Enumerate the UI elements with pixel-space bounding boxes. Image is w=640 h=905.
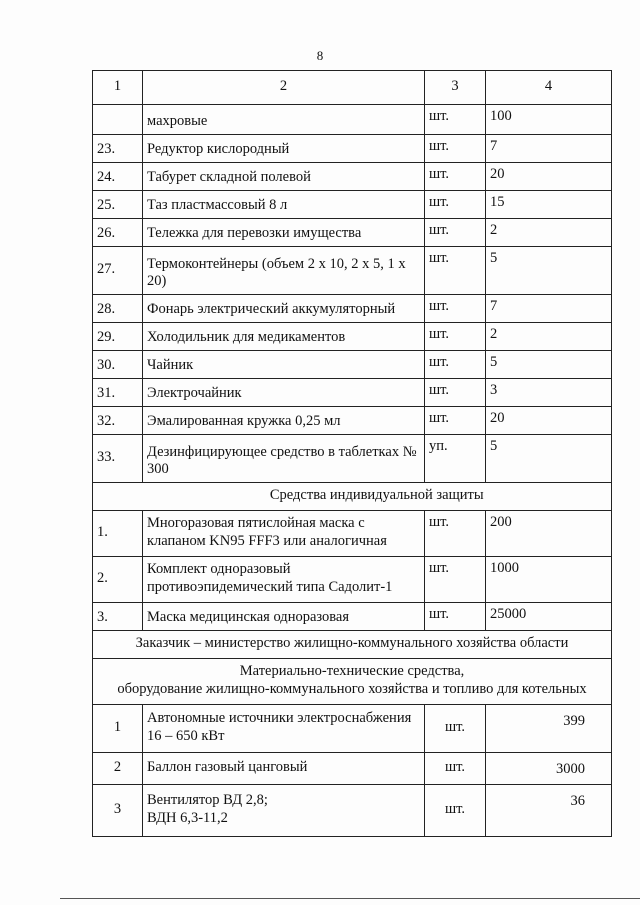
item-quantity: 2 [486,219,612,247]
item-name: Чайник [143,351,425,379]
table-row [93,135,612,163]
section-title-ppe: Средства индивидуальной защиты [143,483,612,511]
item-quantity: 20 [486,407,612,435]
table-row [93,105,612,135]
row-number: 23. [93,135,143,163]
table-row [93,511,612,557]
item-name: Многоразовая пятислойная маска с клапаном KN95 FFF3 или аналогичная [143,511,425,557]
row-number: 29. [93,323,143,351]
section-spacer [93,483,143,511]
item-quantity: 5 [486,247,612,295]
row-number: 26. [93,219,143,247]
header-col-2: 2 [143,71,425,105]
item-name: Эмалированная кружка 0,25 мл [143,407,425,435]
inventory-table [92,70,612,837]
customer-line: Заказчик – министерство жилищно-коммунального хозяйства области [93,631,612,659]
section-title-material-line-2: оборудование жилищно-коммунального хозяйства и топливо для котельных [117,681,587,697]
item-unit: шт. [425,295,486,323]
row-number: 31. [93,379,143,407]
item-name: Дезинфицирующее средство в таблетках № 300 [143,435,425,483]
item-name: Электрочайник [143,379,425,407]
row-number: 3. [93,603,143,631]
item-quantity: 1000 [486,557,612,603]
section-header-row [93,659,612,705]
item-unit: шт. [425,785,486,837]
item-unit: шт. [425,191,486,219]
row-number: 2 [93,753,143,785]
customer-row [93,631,612,659]
item-quantity: 3000 [486,753,612,785]
table-header-row [93,71,612,105]
item-unit: шт. [425,511,486,557]
item-name: Баллон газовый цанговый [143,753,425,785]
item-quantity: 5 [486,435,612,483]
section-title-material-line-1: Материально-технические средства, [239,663,465,680]
item-name: Табурет складной полевой [143,163,425,191]
row-number [93,105,143,135]
item-unit: шт. [425,753,486,785]
item-quantity: 20 [486,163,612,191]
table-row [93,219,612,247]
item-name: Тележка для перевозки имущества [143,219,425,247]
row-number: 1 [93,705,143,753]
item-name: Комплект одноразовый противоэпидемический типа Садолит-1 [143,557,425,603]
table-row [93,435,612,483]
item-name: Холодильник для медикаментов [143,323,425,351]
item-name: махровые [143,105,425,135]
item-name: Таз пластмассовый 8 л [143,191,425,219]
item-quantity: 5 [486,351,612,379]
item-name-line-2: ВДН 6,3-11,2 [147,810,228,826]
table-row [93,351,612,379]
row-number: 24. [93,163,143,191]
item-quantity: 7 [486,295,612,323]
item-unit: шт. [425,351,486,379]
header-col-3: 3 [425,71,486,105]
item-name-line-1: Вентилятор ВД 2,8; [147,792,268,809]
item-unit: шт. [425,323,486,351]
item-unit: шт. [425,163,486,191]
row-number: 3 [93,785,143,837]
item-quantity: 3 [486,379,612,407]
row-number: 32. [93,407,143,435]
item-unit: шт. [425,557,486,603]
table-row [93,191,612,219]
item-unit: уп. [425,435,486,483]
table-row [93,247,612,295]
item-quantity: 200 [486,511,612,557]
table-row [93,603,612,631]
table-row [93,379,612,407]
header-col-1: 1 [93,71,143,105]
row-number: 2. [93,557,143,603]
item-unit: шт. [425,379,486,407]
item-quantity: 36 [486,785,612,837]
item-unit: шт. [425,219,486,247]
item-quantity: 7 [486,135,612,163]
row-number: 30. [93,351,143,379]
item-unit: шт. [425,407,486,435]
table-row [93,295,612,323]
item-quantity: 25000 [486,603,612,631]
row-number: 1. [93,511,143,557]
item-unit: шт. [425,105,486,135]
row-number: 28. [93,295,143,323]
item-unit: шт. [425,603,486,631]
item-unit: шт. [425,247,486,295]
item-name [143,785,425,837]
item-quantity: 15 [486,191,612,219]
item-name: Автономные источники электроснабжения 16 – 650 кВт [143,705,425,753]
item-name: Маска медицинская одноразовая [143,603,425,631]
table-row [93,163,612,191]
section-title-material [93,659,612,705]
table-row [93,705,612,753]
table-row [93,753,612,785]
item-unit: шт. [425,705,486,753]
table-row [93,557,612,603]
row-number: 33. [93,435,143,483]
row-number: 25. [93,191,143,219]
item-unit: шт. [425,135,486,163]
item-name: Термоконтейнеры (объем 2 х 10, 2 х 5, 1 х 20) [143,247,425,295]
item-quantity: 100 [486,105,612,135]
table-row [93,323,612,351]
table-row [93,407,612,435]
page-bottom-edge [60,898,640,899]
section-header-row [93,483,612,511]
page-number: 8 [316,48,324,63]
row-number: 27. [93,247,143,295]
item-name: Фонарь электрический аккумуляторный [143,295,425,323]
table-row [93,785,612,837]
item-quantity: 2 [486,323,612,351]
header-col-4: 4 [486,71,612,105]
item-name: Редуктор кислородный [143,135,425,163]
item-quantity: 399 [486,705,612,753]
